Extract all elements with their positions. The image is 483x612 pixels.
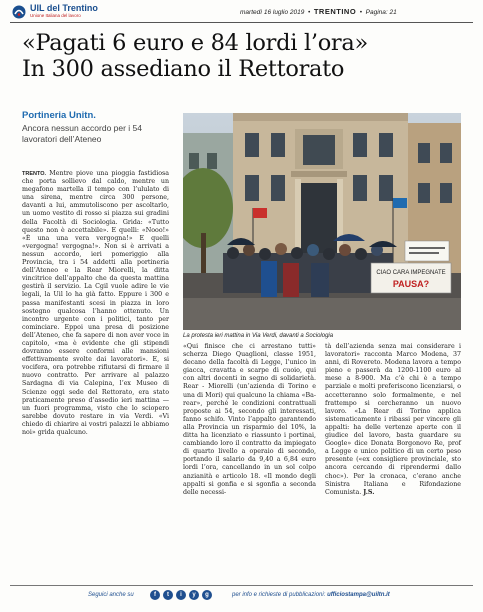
article-text-col2: «Qui finisce che ci arrestano tutti» scherza Diego Quaglioni, classe 1951, decano della facoltà di Legge, l’unico in giacca, cravatta e scarpe di cuoio, qui con altri docenti in segno di solidarietà. Rear - Miorelli (un’azienda di Torino e una di Mori) qui qualcuno la chiama «Ba-rear», perché le condizioni contrattuali proposte ai 54, secondo gli interessati, fanno schifo. Vinto l’appalto garantendo alla Provincia un risparmio del 10%, la ditta ha licenziato e riassunto i portinai, cambiando loro il contratto da impiegato di quarto livello a operaio di secondo, portando il salario da 9,40 a 6,84 euro lordi l’ora, cancellando in un sol colpo anzianità e articolo 18. «Il mondo degli appalti si gonfia e si sgonfia a seconda delle necessi- [183,343,316,496]
youtube-icon[interactable]: y [189,590,199,600]
protest-photo-illustration [183,113,461,330]
header-rule [10,22,473,23]
headline-line-2: In 300 assediano il Rettorato [22,56,345,82]
footer-follow-label: Seguici anche su [88,592,134,598]
issue-date: martedì 16 luglio 2019 [240,9,305,16]
facebook-icon[interactable]: f [150,590,160,600]
issue-meta: martedì 16 luglio 2019 • TRENTINO • Pagina: 21 [240,7,397,16]
footer-email-link[interactable]: ufficiostampa@uiltn.it [327,592,390,598]
footer-info-label: per info e richieste di pubblicazioni: [232,592,326,598]
banner-text: CIAO CARA IMPEGNATE [376,270,446,276]
article-column-3 [325,343,461,497]
subheadline: Ancora nessun accordo per i 54 lavoratori dell’Ateneo [22,123,143,144]
photo-caption: La protesta ieri mattina in Via Verdi, davanti a Sociologia [183,333,334,339]
footer-rule [10,585,473,586]
article-text-col1: Mentre piove una pioggia fastidiosa che porta sollievo dal caldo, mentre un megafono martella il tempo con l’ululato di una sirena, mentre circa 300 persone, davanti a lui, ammutoliscono per ascoltarlo, un uomo vestito di rosso si piazza sui gradini della Facoltà di Sociologia. Grida: «Tutto questo non è accettabile». E quelli: «Nooo!» «È una una vera vergogna!» E quelli «vergogna! vergogna!». Non si è arrivati a nessun accordo, ieri pomeriggio alla Provincia, tra i 54 addetti alla portineria dell’Ateneo e la Rear Miorelli, la ditta vincitrice dell’appalto che da questa mattina gestirà il servizio. La Cgil vuole adire le vie legali, la Uil lo ha già fatto. Eppure i 300 e passa manifestanti scesi in piazza in loro sostegno qualcosa l’hanno ottenuto. Un incontro urgente con i politici, tanto per cominciare. Eppoi una presa di posizione dell’Ateneo, che fa sapere di non aver voce in capitolo, «ma è evidente che gli stipendi dovranno essere conformi alle mansioni effettivamente svolte dai lavoratori». E, si vocifera, ora potrebbe rifiutarsi di firmare il nuovo contratto. Per arrivare al palazzo Sardagna di via Calepina, l’ex Museo di Scienze oggi sede del Rettorato, era stato praticamente preso d’assedio ieri mattina — un fuori programma, visto che lo sciopero sarebbe dovuto restare in via Verdi. «Vi chiedo di chiarire ai vostri palazzi le abbiamo noi» grida qualcuno. [22,170,169,436]
page-number: Pagina: 21 [365,9,397,16]
instagram-icon[interactable]: i [176,590,186,600]
protest-photo [183,113,461,330]
banner-sign-text: PAUSA? [392,279,430,289]
twitter-icon[interactable]: t [163,590,173,600]
footer-info [232,592,390,598]
article-column-2 [183,343,316,497]
article-column-1 [22,170,169,437]
section-name: TRENTINO [313,7,357,16]
author-initials: J.S. [363,488,375,496]
google-icon[interactable]: g [202,590,212,600]
org-name: UIL del Trentino [30,3,98,13]
article-text-col3: tà dell’azienda senza mai considerare i lavoratori» racconta Marco Modena, 37 anni, di Rovereto. Modena lavora a tempo pieno e passerà da 1200-1100 euro al mese a 8-900. Ma c’è chi è a tempo parziale e molti preferiscono licenziarsi, o accetteranno solo formalmente, e nel frattempo si cercheranno un nuovo lavoro. «La Rear di Torino applica sistematicamente i ribassi per vincere gli appalti: ha delle vertenze aperte con il giudice del lavoro, basta guardare su Google» dice Donata Borgonovo Re, prof a Legge e unico politico di un certo peso presente («ex consigliere provinciale, sto ancora cercando di riprendermi dallo choc»). Per la cronaca, c’erano anche Sinistra Italiana e Rifondazione Comunista. [325,343,461,496]
dateline: TRENTO. [22,171,47,177]
org-subtitle: Unione Italiana del lavoro [30,13,81,18]
kicker: Portineria Unitn. [22,110,96,121]
uil-logo-icon [12,5,26,19]
headline [22,30,472,82]
page-header [0,0,483,22]
headline-line-1: «Pagati 6 euro e 84 lordi l’ora» [22,30,368,56]
